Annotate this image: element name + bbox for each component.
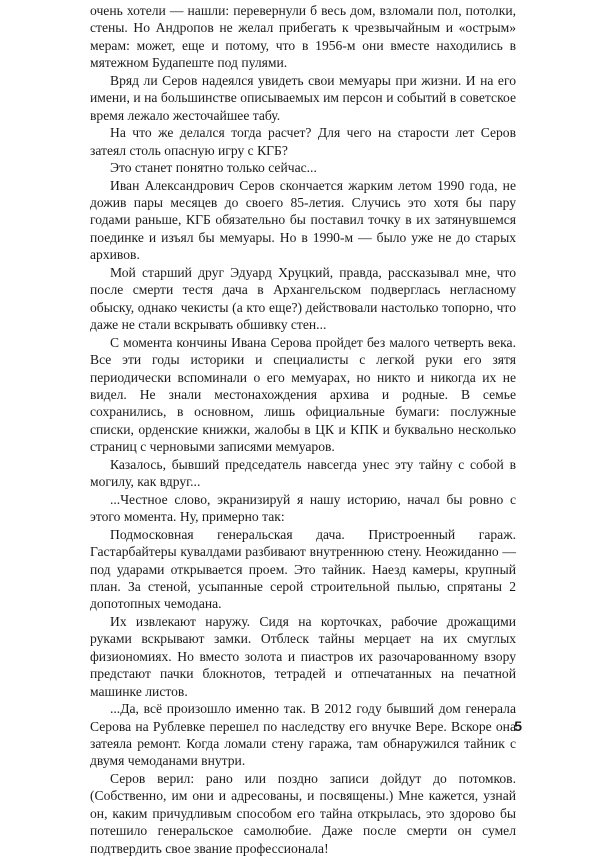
body-text	[90, 2, 516, 857]
paragraph-understand-now: Это станет понятно только сейчас...	[110, 160, 317, 176]
paragraph-serov-death: Иван Александрович Серов скончается жарким летом 1990 года, не дожив пары месяцев до своего 85-летия. Случись это хотя бы пару годами раньше, КГБ обязательно бы поставил точку в их затянувшемся поединке и изъял бы мемуары. Но в 1990-м — было уже не до старых архивов.	[90, 177, 516, 263]
page-number: 5	[514, 718, 522, 734]
paragraph-screen-adaptation: ...Честное слово, экранизируй я нашу историю, начал бы ровно с этого момента. Ну, примерно так:	[90, 491, 516, 525]
paragraph-serov-believed: Серов верил: рано или поздно записи дойдут до потомков. (Собственно, им они и адресованы, и посвящены.) Мне кажется, узнай он, каким причудливым способом его тайна открылась, это здорово бы потешило генеральское самолюбие. Даже после смерти он сумел подтвердить свое звание профессионала!	[90, 770, 516, 856]
paragraph-memoirs-taboo: Вряд ли Серов надеялся увидеть свои мемуары при жизни. И на его имени, и на большинстве описываемых им персон и событий в советское время лежало жесточайшее табу.	[90, 72, 516, 123]
paragraph-khrutsky-search: Мой старший друг Эдуард Хруцкий, правда, рассказывал мне, что после смерти тестя дача в Архангельском подверглась негласному обыску, однако чекисты (а кто еще?) действовали настолько топорно, что даже не стали вскрывать обшивку стен...	[90, 264, 516, 333]
paragraph-continuation: очень хотели — нашли: перевернули б весь дом, взломали пол, потолки, стены. Но Андропов не желал прибегать к чрезвычайным и «острым» мерам: может, еще и потому, что в 1956-м они вместе находились в мятежном Будапеште под пулями.	[90, 3, 516, 71]
paragraph-2012-renovation: ...Да, всё произошло именно так. В 2012 году бывший дом генерала Серова на Рублевке перешел по наследству его внучке Вере. Вскоре она затеяла ремонт. Когда ломали стену гаража, там обнаружился тайник с двумя чемоданами внутри.	[90, 701, 516, 769]
paragraph-calculation-question: На что же делался тогда расчет? Для чего на старости лет Серов затеял столь опасную игру с КГБ?	[90, 125, 516, 158]
paragraph-suitcases-opened: Их извлекают наружу. Сидя на корточках, рабочие дрожащими руками вскрывают замки. Отблеск тайны мерцает на их смуглых физиономиях. Но вместо золота и пиастров их разочарованному взору предстают пачки блокнотов, тетрадей и отпечатанных на печатной машинке листов.	[90, 613, 516, 699]
paragraph-secret-to-grave: Казалось, бывший председатель навсегда унес эту тайну с собой в могилу, как вдруг...	[90, 456, 516, 490]
paragraph-dacha-scene: Подмосковная генеральская дача. Пристроенный гараж. Гастарбайтеры кувалдами разбивают внутреннюю стену. Неожиданно — под ударами открывается проем. Это тайник. Наезд камеры, крупный план. За стеной, усыпанные серой строительной пылью, спрятаны 2 допотопных чемодана.	[90, 526, 516, 612]
paragraph-quarter-century: С момента кончины Ивана Серова пройдет без малого четверть века. Все эти годы историки и специалисты с легкой руки его зятя периодически вспоминали о его мемуарах, но никто и никогда их не видел. Не знали местонахождения архива и родные. В семье сохранились, в основном, лишь официальные бумаги: послужные списки, орденские книжки, жалобы в ЦК и КПК и буквально несколько страниц с черновыми записями мемуаров.	[90, 334, 516, 455]
